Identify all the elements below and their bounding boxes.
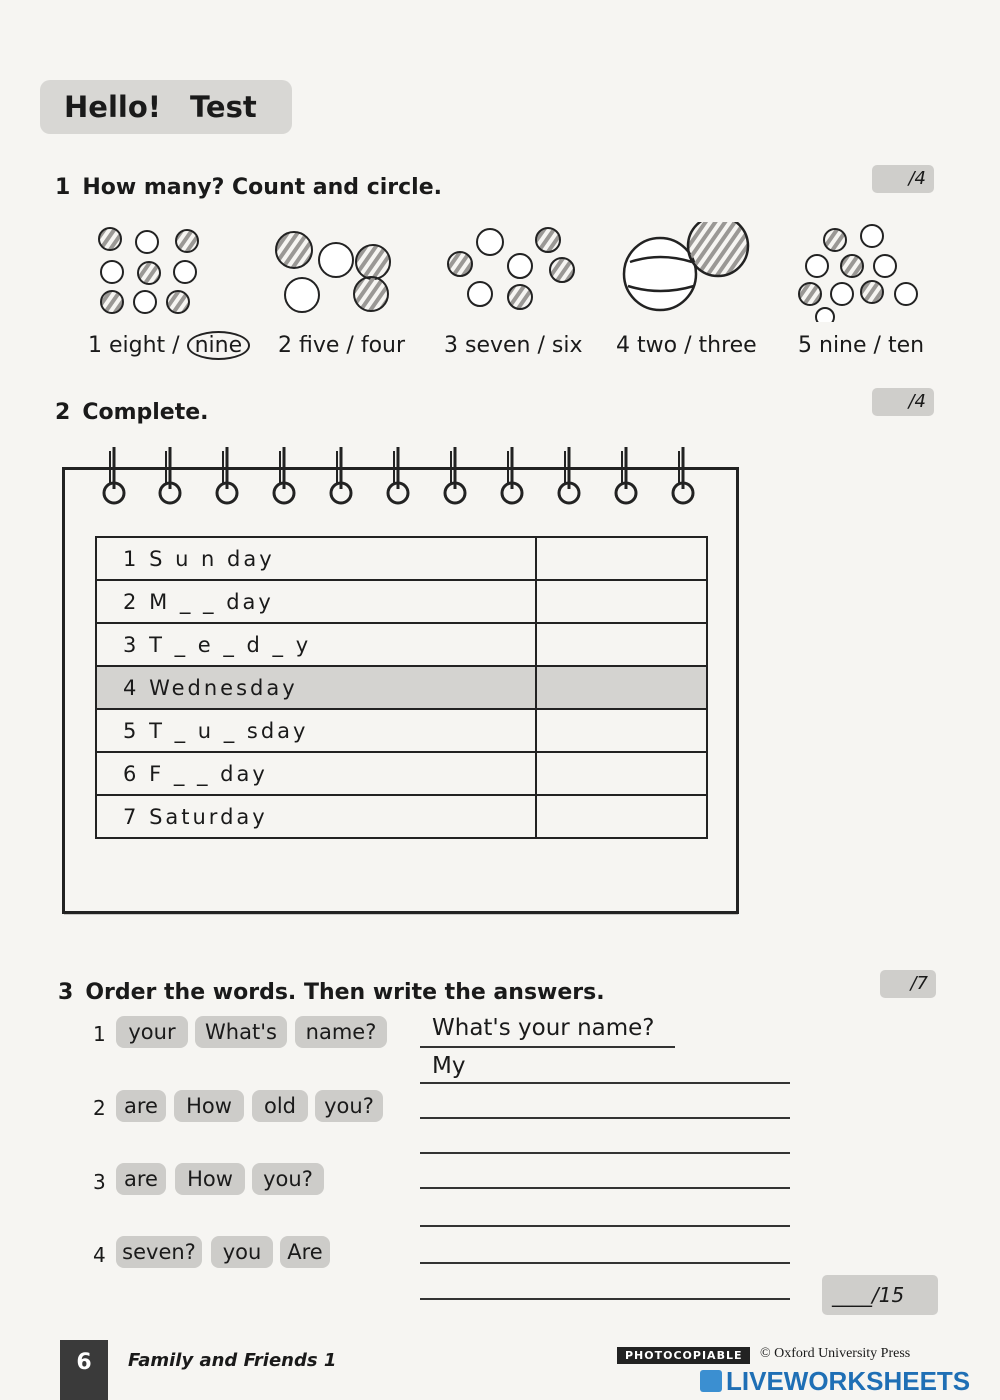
circled-answer[interactable]: nine <box>187 331 251 360</box>
publisher-text: © Oxford University Press <box>760 1346 911 1361</box>
ring-icon <box>559 447 579 503</box>
logo-icon <box>700 1370 722 1392</box>
answer-line[interactable] <box>420 1152 790 1154</box>
ring-icon <box>160 447 180 503</box>
section3-score: /7 <box>880 970 936 998</box>
answer-line[interactable] <box>420 1187 790 1189</box>
table-row: 2 M _ _ day <box>96 580 707 623</box>
ring-icon <box>104 447 124 503</box>
photocopiable-badge: PHOTOCOPIABLE <box>617 1347 750 1364</box>
notebook-rings <box>90 445 790 515</box>
word-chip[interactable]: you <box>211 1236 273 1268</box>
book-title: Family and Friends 1 <box>128 1350 337 1371</box>
count-option-5[interactable]: 5 nine / ten <box>798 333 925 358</box>
liveworksheets-logo: LIVEWORKSHEETS <box>700 1366 970 1396</box>
word-chip[interactable]: How <box>175 1163 245 1195</box>
balls-illustration <box>0 222 1000 322</box>
word-chip[interactable]: What's <box>195 1016 287 1048</box>
ring-icon <box>673 447 693 503</box>
section1-title: 1 How many? Count and circle. <box>55 175 442 200</box>
ring-icon <box>445 447 465 503</box>
title-test: Test <box>190 90 257 124</box>
count-option-2[interactable]: 2 five / four <box>278 333 406 358</box>
ring-icon <box>274 447 294 503</box>
ring-icon <box>616 447 636 503</box>
title-hello: Hello! <box>64 90 161 124</box>
answer-text[interactable]: My <box>432 1053 466 1079</box>
word-chip[interactable]: old <box>252 1090 308 1122</box>
section2-score: /4 <box>872 388 934 416</box>
ring-icon <box>217 447 237 503</box>
answer-line[interactable] <box>420 1082 790 1084</box>
word-chip[interactable]: are <box>116 1090 166 1122</box>
answer-line[interactable] <box>420 1225 790 1227</box>
word-chip[interactable]: you? <box>252 1163 324 1195</box>
title-tab <box>40 80 292 134</box>
ball-group-4 <box>624 222 748 310</box>
word-chip[interactable]: are <box>116 1163 166 1195</box>
table-row: 4 Wednesday <box>96 666 707 709</box>
word-chip[interactable]: your <box>116 1016 188 1048</box>
ball-group-5 <box>799 225 917 322</box>
word-chip[interactable]: Are <box>280 1236 330 1268</box>
ring-icon <box>331 447 351 503</box>
word-chip[interactable]: seven? <box>116 1236 202 1268</box>
section3-title: 3 Order the words. Then write the answers. <box>58 980 605 1005</box>
ring-icon <box>388 447 408 503</box>
ball-group-2 <box>276 232 390 312</box>
ball-group-3 <box>448 228 574 309</box>
word-chip[interactable]: How <box>174 1090 244 1122</box>
table-row: 3 T _ e _ d _ y <box>96 623 707 666</box>
question-number: 2 <box>93 1096 106 1120</box>
answer-line[interactable] <box>420 1117 790 1119</box>
table-row: 6 F _ _ day <box>96 752 707 795</box>
table-row: 1 S u n day <box>96 537 707 580</box>
total-score-box: ____/15 <box>822 1275 938 1315</box>
answer-line[interactable] <box>420 1262 790 1264</box>
ring-icon <box>502 447 522 503</box>
word-chip[interactable]: name? <box>295 1016 387 1048</box>
ball-group-1 <box>99 228 198 313</box>
table-row: 5 T _ u _ sday <box>96 709 707 752</box>
table-row: 7 Saturday <box>96 795 707 838</box>
answer-line[interactable] <box>420 1298 790 1300</box>
count-option-4[interactable]: 4 two / three <box>616 333 757 358</box>
days-table <box>95 536 708 839</box>
section1-score: /4 <box>872 165 934 193</box>
count-option-1[interactable]: 1 eight / nine <box>88 333 250 358</box>
question-number: 1 <box>93 1022 106 1046</box>
count-option-3[interactable]: 3 seven / six <box>444 333 583 358</box>
question-number: 4 <box>93 1243 106 1267</box>
answer-line[interactable] <box>420 1046 675 1048</box>
page-number: 6 <box>60 1340 108 1400</box>
answer-text[interactable]: What's your name? <box>432 1015 655 1041</box>
word-chip[interactable]: you? <box>315 1090 383 1122</box>
section2-title: 2 Complete. <box>55 400 209 425</box>
question-number: 3 <box>93 1170 106 1194</box>
